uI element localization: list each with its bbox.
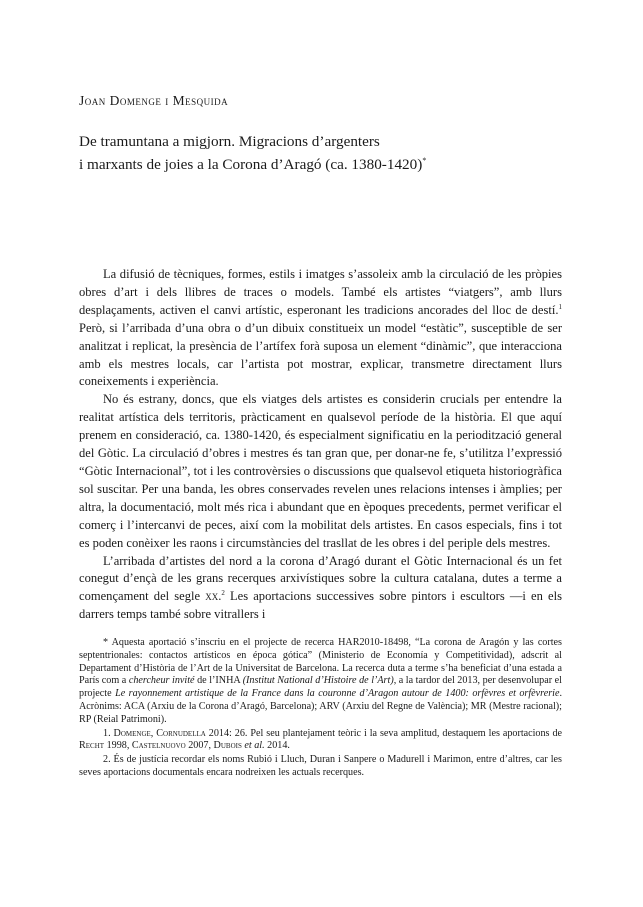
footnote-star-text-d: . Acrònims: ACA (Arxiu de la Corona d’Aragó, Barcelona); ARV (Arxiu del Regne de València); MR (Mestre racional); RP (Reial Patrimoni). — [79, 688, 562, 725]
footnote-star-italic-2: (Institut National d’Histoire de l’Art) — [242, 675, 394, 687]
footnote-1-author-4: Dubois — [213, 740, 242, 752]
footnote-1-author-1: Domenge, Cornudella — [113, 727, 206, 739]
footnote-1-number: 1. — [103, 727, 114, 739]
paragraph-1 — [79, 266, 562, 391]
title-line-1: De tramuntana a migjorn. Migracions d’argenters — [79, 133, 380, 150]
title-footnote-mark: * — [422, 155, 427, 165]
footnote-star-italic-1: chercheur invité — [128, 675, 195, 687]
title-line-2: i marxants de joies a la Corona d’Aragó (ca. 1380-1420) — [79, 155, 423, 173]
paragraph-1-text-a: La difusió de tècniques, formes, estils i imatges s’assoleix amb la circulació de les pròpies obres d’art i dels llibres de traces o models. També els artistes “viatgers”, amb llurs desplaçaments, activen el canvi artístic, esperonant les tradicions ancorades del lloc de destí. — [79, 267, 562, 317]
footnote-2: 2. És de justícia recordar els noms Rubió i Lluch, Duran i Sanpere o Madurell i Marimon, entre d’altres, car les seves aportacions documentals encara nodreixen les actuals recerques. — [79, 754, 562, 778]
footnote-star-text-b: de l’INHA — [194, 675, 243, 687]
footnote-star-mark: * — [103, 637, 109, 648]
footnote-star-text-c: , a la tardor del 2013, per desenvolupar el projecte — [79, 675, 562, 700]
footnote-1-text-c: 2007, — [185, 740, 214, 752]
footnote-1-text-a: 2014: 26. Pel seu plantejament teòric i la seva amplitud, destaquem les aportacions de — [205, 727, 563, 739]
paragraph-3-text-c: Les aportacions successives sobre pintors i escultors —i en els darrers temps també sobre vitrallers i — [79, 589, 562, 622]
paragraph-3 — [79, 553, 562, 625]
body-text — [79, 266, 562, 624]
article-title — [79, 133, 559, 174]
footnote-1-author-3: Castelnuovo — [131, 740, 186, 752]
footnote-star-text-a: Aquesta aportació s’inscriu en el projecte de recerca HAR2010-18498, “La corona de Aragón y las cortes septentrionales: contactos artísticos en época gótica” (Ministerio de Economía y Competitividad), adscrit al Departament d’Història de l’Art de la Universitat de Barcelona. La recerca duta a terme s’ha beneficiat d’una estada a París com a — [79, 637, 562, 687]
footnote-star-italic-3: Le rayonnement artistique de la France dans la couronne d’Aragon autour de 1400: orfèvres et orfèvrerie — [115, 688, 560, 700]
footnote-1-text-d: 2014. — [264, 740, 290, 752]
paragraph-3-period: . — [218, 589, 222, 604]
footnote-1-author-2: Recht — [79, 740, 105, 752]
footnote-1 — [79, 728, 562, 754]
footnote-ref-1: 1 — [558, 302, 562, 311]
footnote-1-et-al: et al. — [241, 740, 265, 752]
footnote-star — [79, 637, 562, 727]
paragraph-1-text-b: Però, si l’arribada d’una obra o d’un dibuix constitueix un model “estàtic”, susceptible de ser analitzat i replicat, la presència de l’artífex forà suposa un element “dinàmic”, que interacciona amb els mestres locals, car l’artista pot mostrar, explicar, transmetre directament llurs coneixements i experiència. — [79, 320, 562, 389]
footnote-ref-2: 2 — [221, 589, 225, 598]
author-name: Joan Domenge i Mesquida — [79, 93, 229, 108]
footnotes — [79, 637, 562, 781]
paragraph-2: No és estrany, doncs, que els viatges dels artistes es considerin crucials per entendre la realitat artística dels territoris, pràcticament en qualsevol període de la història. El que aquí prenem en consideració, ca. 1380-1420, és especialment significatiu en la periodització general del Gòtic. La circulació d’obres i mestres és tan gran que, per donar-ne fe, s’utilitza l’expressió “Gòtic Internacional”, tot i les controvèrsies o discussions que qualsevol etiqueta historiogràfica sol suscitar. Per una banda, les obres conservades revelen unes relacions intenses i àmplies; per altra, la documentació, molt més rica i abundant que en èpoques precedents, permet verificar el comerç i l’intercanvi de peces, així com la mobilitat dels artistes. En casos especials, fins i tot es poden conèixer les raons i circumstàncies del trasllat de les obres i del periple dels mestres. — [79, 392, 562, 550]
century-numeral: xx — [205, 589, 219, 604]
footnote-1-text-b: 1998, — [104, 740, 132, 752]
paragraph-3-text-a: L’arribada d’artistes del nord a la corona d’Aragó durant el Gòtic Internacional és un fet conegut d’ençà de les grans recerques arxivístiques sobre la cultura catalana, dutes a terme a començament del segle — [79, 553, 562, 604]
